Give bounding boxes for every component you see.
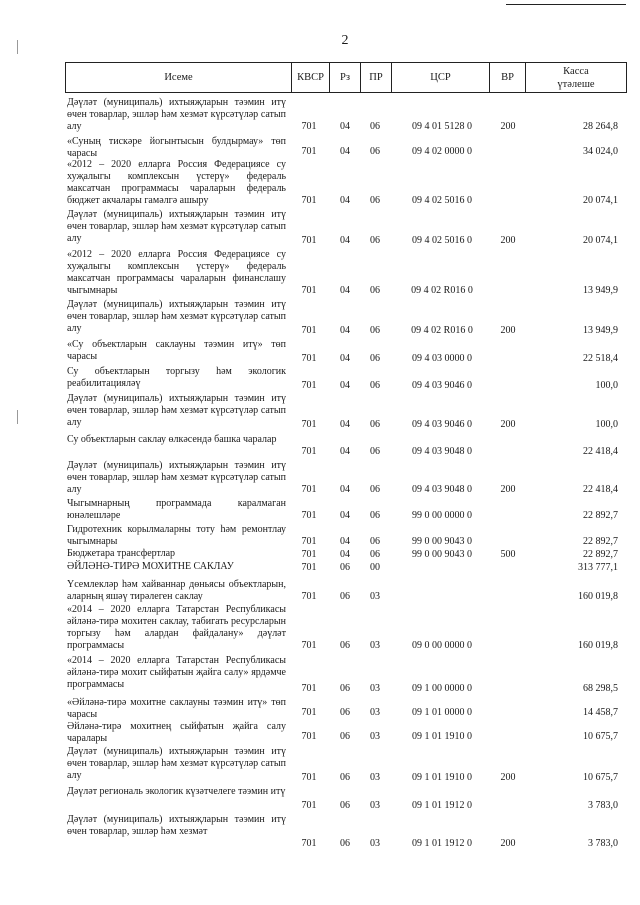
row-rz: 04 [340,419,350,430]
row-csr: 09 4 03 0000 0 [412,353,472,364]
row-name: Су объектларын торгызу һәм экологик реабилитацияләү [67,366,286,389]
row-kvsr: 701 [301,446,317,457]
row-sum: 20 074,1 [583,235,618,246]
row-rz: 06 [340,707,350,718]
row-rz: 06 [340,731,350,742]
row-csr: 09 1 01 1912 0 [412,800,472,811]
top-rule [506,4,626,5]
header-rz: Рз [330,63,361,92]
page-number: 2 [341,33,349,48]
row-name: Су объектларын саклау өлкәсендә башка чаралар [67,434,277,445]
row-pr: 06 [370,484,380,495]
row-pr: 06 [370,419,380,430]
row-vr: 200 [500,772,516,783]
row-csr: 09 4 03 9046 0 [412,419,472,430]
row-kvsr: 701 [301,510,317,521]
row-pr: 06 [370,353,380,364]
row-rz: 06 [340,800,350,811]
row-kvsr: 701 [301,419,317,430]
row-rz: 04 [340,121,350,132]
row-name: Дәүләт (муниципаль) ихтыяҗларын тәэмин итү өчен товарлар, эшләр һәм хезмәт күрсәтүләр сатып алу [67,209,286,244]
row-csr: 09 4 03 9048 0 [412,446,472,457]
row-csr: 09 4 03 9046 0 [412,380,472,391]
row-sum: 160 019,8 [578,640,618,651]
row-sum: 22 892,7 [583,536,618,547]
row-name: Әйләнә-тирә мохитнең сыйфатын җайга салу чаралары [67,721,286,744]
row-sum: 14 458,7 [583,707,618,718]
table-row [0,561,640,574]
row-csr: 09 4 02 5016 0 [412,235,472,246]
row-csr: 09 4 02 R016 0 [411,325,473,336]
row-kvsr: 701 [301,380,317,391]
row-pr: 06 [370,146,380,157]
table-row [0,655,640,695]
row-sum: 22 418,4 [583,484,618,495]
row-name: «2014 – 2020 елларга Татарстан Республикасы әйләнә-тирә мохитен саклау, табигать ресурсларын торгызу һәм алардан файдалану» дәүләт программасы [67,604,286,651]
row-name: Чыгымнарның программада каралмаган юнәлешләре [67,498,286,521]
row-kvsr: 701 [301,549,317,560]
row-vr: 200 [500,484,516,495]
row-sum: 160 019,8 [578,591,618,602]
row-kvsr: 701 [301,121,317,132]
row-pr: 06 [370,446,380,457]
row-name: Бюджетара трансфертлар [67,548,176,559]
row-sum: 20 074,1 [583,195,618,206]
row-rz: 06 [340,640,350,651]
row-csr: 09 4 01 5128 0 [412,121,472,132]
table-row [0,299,640,337]
row-vr: 200 [500,325,516,336]
row-kvsr: 701 [301,484,317,495]
row-sum: 22 892,7 [583,510,618,521]
row-kvsr: 701 [301,591,317,602]
table-row [0,434,640,458]
row-kvsr: 701 [301,325,317,336]
row-pr: 00 [370,562,380,573]
header-pr: ПР [361,63,392,92]
row-kvsr: 701 [301,536,317,547]
row-csr: 99 0 00 9043 0 [412,536,472,547]
table-row [0,579,640,603]
row-name: Дәүләт (муниципаль) ихтыяҗларын тәэмин итү өчен товарлар, эшләр һәм хезмәт күрсәтүләр сатып алу [67,746,286,781]
row-rz: 06 [340,838,350,849]
table-row [0,159,640,207]
row-rz: 04 [340,484,350,495]
row-kvsr: 701 [301,800,317,811]
row-name: Үсемлекләр һәм хайваннар дөньясы объектларын, аларның яшәү тирәлеген саклау [67,579,286,602]
row-rz: 04 [340,195,350,206]
row-name: Дәүләт (муниципаль) ихтыяҗларын тәэмин итү өчен товарлар, эшләр һәм хезмәт күрсәтүләр сатып алу [67,393,286,428]
table-row [0,721,640,743]
row-pr: 03 [370,683,380,694]
row-name: Дәүләт (муниципаль) ихтыяҗларын тәэмин итү өчен товарлар, эшләр һәм хезмәт күрсәтүләр сатып алу [67,97,286,132]
row-kvsr: 701 [301,562,317,573]
table-row [0,746,640,784]
row-sum: 22 518,4 [583,353,618,364]
row-pr: 06 [370,325,380,336]
row-pr: 03 [370,640,380,651]
row-name: Гидротехник корылмаларны тоту һәм ремонтлау чыгымнары [67,524,286,547]
row-csr: 09 1 00 0000 0 [412,683,472,694]
header-kvsr: КВСР [292,63,330,92]
row-rz: 04 [340,536,350,547]
row-sum: 3 783,0 [588,838,618,849]
row-rz: 04 [340,510,350,521]
table-row [0,366,640,392]
row-rz: 04 [340,146,350,157]
row-name: Дәүләт (муниципаль) ихтыяҗларын тәэмин итү өчен товарлар, эшләр һәм хезмәт күрсәтүләр сатып алу [67,460,286,495]
row-pr: 06 [370,235,380,246]
table-row [0,604,640,652]
row-rz: 04 [340,353,350,364]
table-row [0,524,640,548]
row-sum: 68 298,5 [583,683,618,694]
row-kvsr: 701 [301,838,317,849]
row-name: «Әйләнә-тирә мохитне саклауны тәэмин итү» төп чарасы [67,697,286,720]
row-name: «Суның тискәре йогынтысын булдырмау» төп чарасы [67,136,286,159]
table-row [0,498,640,522]
row-rz: 04 [340,235,350,246]
row-pr: 06 [370,549,380,560]
row-vr: 200 [500,235,516,246]
row-name: Дәүләт региональ экологик күзәтчелеге тәэмин итү [67,786,286,797]
row-rz: 04 [340,446,350,457]
table-row [0,393,640,431]
row-rz: 04 [340,549,350,560]
row-csr: 09 1 01 1910 0 [412,772,472,783]
row-pr: 03 [370,772,380,783]
table-row [0,460,640,496]
row-sum: 10 675,7 [583,731,618,742]
table-row [0,209,640,247]
row-csr: 09 4 02 5016 0 [412,195,472,206]
row-pr: 06 [370,536,380,547]
row-rz: 06 [340,683,350,694]
row-rz: 04 [340,285,350,296]
row-name: «2012 – 2020 елларга Россия Федерациясе су хуҗалыгы комплексын үстерү» федераль максатчан программасы чараларын финанслашу чыгымнары [67,249,286,296]
row-sum: 3 783,0 [588,800,618,811]
row-vr: 200 [500,419,516,430]
row-kvsr: 701 [301,353,317,364]
row-rz: 06 [340,772,350,783]
row-pr: 03 [370,707,380,718]
row-csr: 09 4 03 9048 0 [412,484,472,495]
row-kvsr: 701 [301,195,317,206]
row-rz: 04 [340,325,350,336]
row-sum: 313 777,1 [578,562,618,573]
header-csr: ЦСР [392,63,490,92]
header-sum-line2: үтәлеше [557,78,595,90]
table-row [0,136,640,158]
row-pr: 03 [370,838,380,849]
row-csr: 99 0 00 0000 0 [412,510,472,521]
row-pr: 03 [370,591,380,602]
row-kvsr: 701 [301,683,317,694]
table-row [0,249,640,297]
row-sum: 100,0 [595,419,618,430]
row-csr: 09 4 02 R016 0 [411,285,473,296]
row-sum: 34 024,0 [583,146,618,157]
row-csr: 09 1 01 1912 0 [412,838,472,849]
row-csr: 09 0 00 0000 0 [412,640,472,651]
header-name: Исеме [66,63,292,92]
row-sum: 22 418,4 [583,446,618,457]
table-row [0,814,640,850]
row-name: Дәүләт (муниципаль) ихтыяҗларын тәэмин итү өчен товарлар, эшләр һәм хезмәт [67,814,286,837]
row-kvsr: 701 [301,285,317,296]
row-csr: 09 4 02 0000 0 [412,146,472,157]
row-name: Дәүләт (муниципаль) ихтыяҗларын тәэмин итү өчен товарлар, эшләр һәм хезмәт күрсәтүләр сатып алу [67,299,286,334]
header-sum-line1: Касса [563,65,589,77]
row-csr: 09 1 01 0000 0 [412,707,472,718]
row-pr: 03 [370,731,380,742]
row-sum: 22 892,7 [583,549,618,560]
table-header [65,62,627,93]
row-rz: 06 [340,591,350,602]
row-pr: 03 [370,800,380,811]
row-name: «2012 – 2020 елларга Россия Федерациясе су хуҗалыгы комплексын үстерү» федераль максатчан программасы чараларын федераль бюджет акчалары гамәлгә ашыру [67,159,286,206]
row-pr: 06 [370,121,380,132]
row-pr: 06 [370,510,380,521]
row-pr: 06 [370,380,380,391]
table-row [0,97,640,133]
row-sum: 10 675,7 [583,772,618,783]
row-sum: 13 949,9 [583,325,618,336]
row-sum: 13 949,9 [583,285,618,296]
row-pr: 06 [370,195,380,206]
row-name: «Су объектларын саклауны тәэмин итү» төп чарасы [67,339,286,362]
row-vr: 200 [500,121,516,132]
row-kvsr: 701 [301,707,317,718]
header-vr: ВР [490,63,526,92]
table-row [0,339,640,365]
row-vr: 200 [500,838,516,849]
row-vr: 500 [500,549,516,560]
row-pr: 06 [370,285,380,296]
row-name: «2014 – 2020 елларга Татарстан Республикасы әйләнә-тирә мохит сыйфатын җайга салу» ярдәмче программасы [67,655,286,690]
row-kvsr: 701 [301,772,317,783]
row-kvsr: 701 [301,146,317,157]
row-csr: 99 0 00 9043 0 [412,549,472,560]
row-csr: 09 1 01 1910 0 [412,731,472,742]
table-row [0,697,640,719]
row-kvsr: 701 [301,731,317,742]
row-name: ӘЙЛӘНӘ-ТИРӘ МОХИТНЕ САКЛАУ [67,561,234,572]
row-sum: 28 264,8 [583,121,618,132]
table-row [0,786,640,812]
row-kvsr: 701 [301,235,317,246]
header-sum [526,63,626,92]
row-rz: 06 [340,562,350,573]
table-row [0,548,640,561]
row-sum: 100,0 [595,380,618,391]
row-rz: 04 [340,380,350,391]
row-kvsr: 701 [301,640,317,651]
